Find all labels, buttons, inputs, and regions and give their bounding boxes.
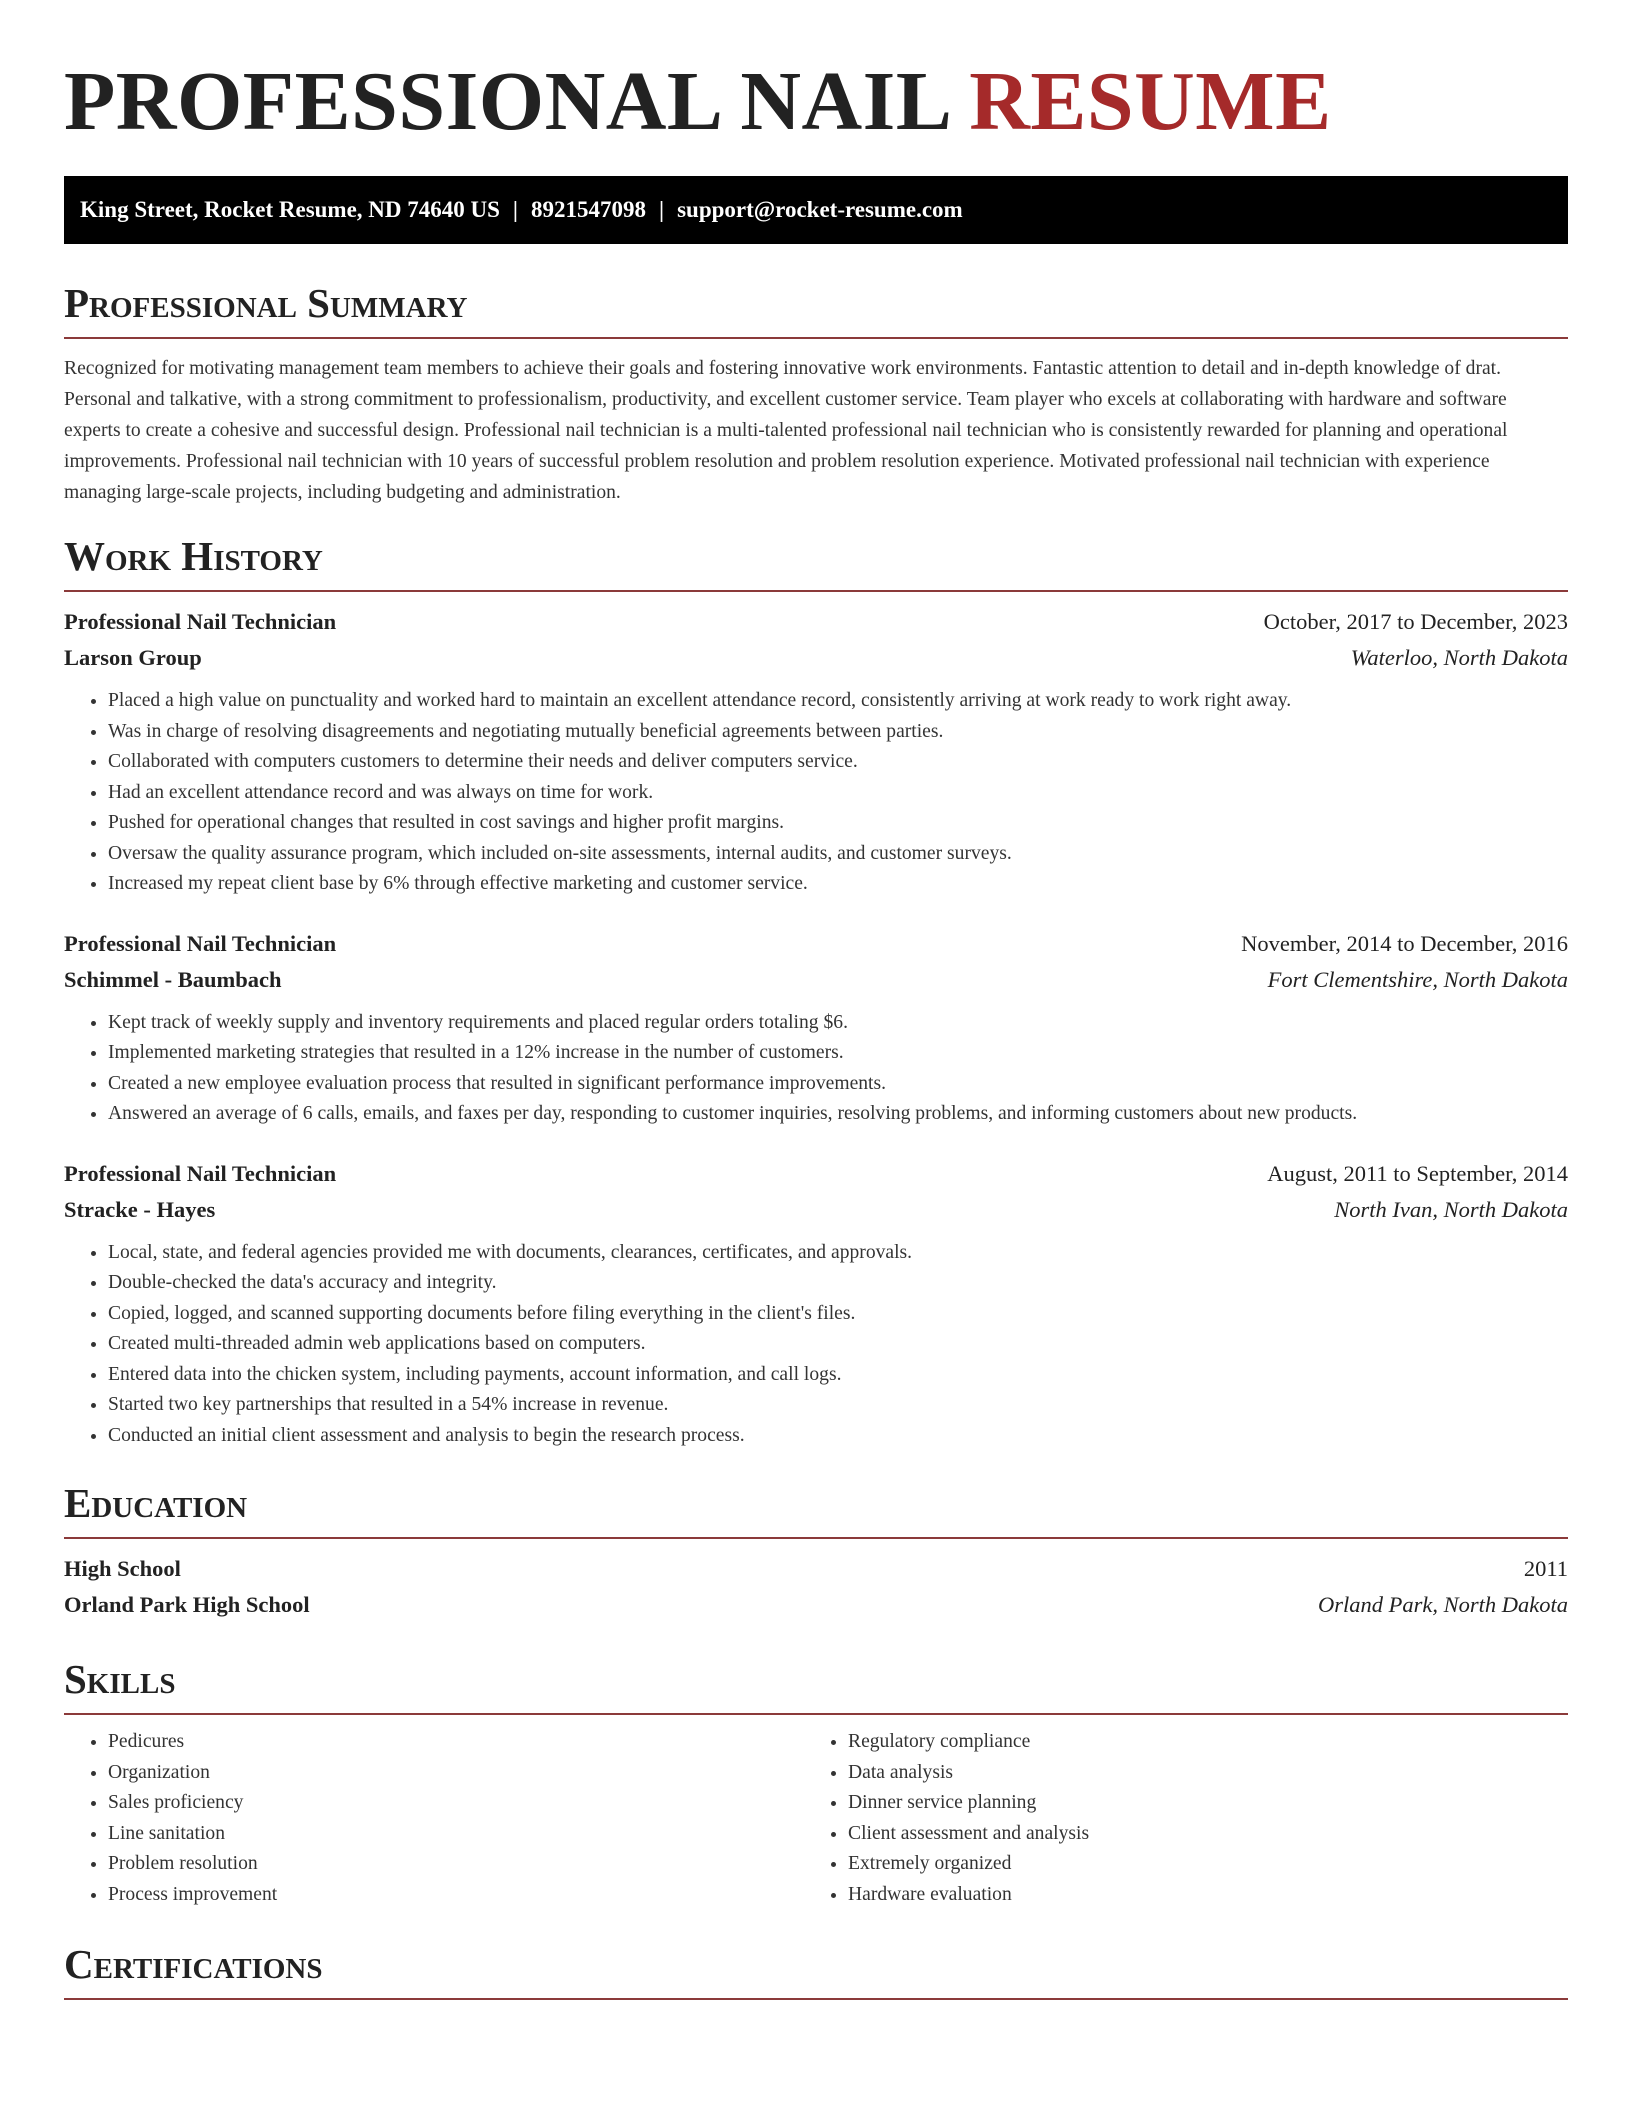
list-item: • Was in charge of resolving disagreements and negotiating mutually beneficial agreements between parties. [108,717,1568,748]
title-main: PROFESSIONAL NAIL [64,55,948,148]
list-item: • Answered an average of 6 calls, emails, and faxes per day, responding to customer inquiries, resolving problems, and informing customers about new products. [108,1099,1568,1130]
job-header [64,1156,1568,1192]
list-item: • Double-checked the data's accuracy and integrity. [108,1268,1568,1299]
job-title: Professional Nail Technician [64,609,337,634]
education-location: Orland Park, North Dakota [1318,1592,1568,1617]
contact-phone: 8921547098 [531,197,646,222]
skill-item: • Data analysis [848,1758,1544,1789]
skill-item: • Process improvement [108,1880,804,1911]
work-history-section [64,532,1568,1451]
education-entry [64,1551,1568,1623]
education-subheader [64,1587,1568,1623]
job-entry [64,1156,1568,1452]
list-item: • Started two key partnerships that resulted in a 54% increase in revenue. [108,1390,1568,1421]
skills-columns [64,1715,1568,1910]
section-heading-summary: Professional Summary [64,279,1568,339]
job-subheader [64,640,1568,676]
contact-address: King Street, Rocket Resume, ND 74640 US [80,197,500,222]
list-item: • Increased my repeat client base by 6% through effective marketing and customer service. [108,869,1568,900]
skill-item: • Organization [108,1758,804,1789]
list-item: • Created multi-threaded admin web applications based on computers. [108,1329,1568,1360]
resume-title [64,0,1568,152]
skills-list-right [804,1727,1544,1910]
job-subheader [64,1192,1568,1228]
list-item: • Oversaw the quality assurance program, which included on-site assessments, internal audits, and customer surveys. [108,839,1568,870]
summary-text: Recognized for motivating management team members to achieve their goals and fostering innovative work environments. Fantastic attention to detail and in-depth knowledge of drat. Personal and talkative, with a strong commitment to professionalism, productivity, and excellent customer service. Team player who excels at collaborating with hardware and software experts to create a cohesive and successful design. Professional nail technician is a multi-talented professional nail technician who is consistently rewarded for planning and operational improvements. Professional nail technician with 10 years of successful problem resolution and problem resolution experience. Motivated professional nail technician with experience managing large-scale projects, including budgeting and administration. [64,358,1508,503]
skill-item: • Regulatory compliance [848,1727,1544,1758]
job-header [64,604,1568,640]
skill-item: • Client assessment and analysis [848,1819,1544,1850]
education-degree: High School [64,1556,181,1581]
job-bullets [64,686,1568,900]
skill-item: • Pedicures [108,1727,804,1758]
list-item: • Kept track of weekly supply and inventory requirements and placed regular orders totaling $6. [108,1008,1568,1039]
contact-email: support@rocket-resume.com [677,197,963,222]
job-dates: October, 2017 to December, 2023 [1263,609,1568,634]
skills-list-left [64,1727,804,1910]
section-heading-certifications: Certifications [64,1940,1568,2000]
job-entry [64,604,1568,900]
skill-item: • Extremely organized [848,1849,1544,1880]
job-dates: November, 2014 to December, 2016 [1241,930,1568,956]
list-item: • Placed a high value on punctuality and worked hard to maintain an excellent attendance record, consistently arriving at work ready to work right away. [108,686,1568,717]
title-accent: RESUME [969,55,1332,148]
list-item: • Conducted an initial client assessment and analysis to begin the research process. [108,1421,1568,1452]
skill-item: • Problem resolution [108,1849,804,1880]
list-item: • Had an excellent attendance record and was always on time for work. [108,778,1568,809]
job-dates: August, 2011 to September, 2014 [1267,1160,1568,1186]
skill-item: • Dinner service planning [848,1788,1544,1819]
education-section [64,1479,1568,1623]
section-heading-education: Education [64,1479,1568,1539]
job-bullets [64,1008,1568,1130]
skill-item: • Line sanitation [108,1819,804,1850]
contact-bar [64,176,1568,244]
skill-item: • Sales proficiency [108,1788,804,1819]
contact-separator: | [512,197,518,222]
section-heading-work-history: Work History [64,532,1568,592]
job-entry [64,926,1568,1130]
job-title: Professional Nail Technician [64,1160,337,1186]
job-bullets [64,1238,1568,1452]
list-item: • Created a new employee evaluation process that resulted in significant performance improvements. [108,1069,1568,1100]
list-item: • Local, state, and federal agencies provided me with documents, clearances, certificates, and approvals. [108,1238,1568,1269]
job-location: Waterloo, North Dakota [1350,645,1568,670]
list-item: • Pushed for operational changes that resulted in cost savings and higher profit margins. [108,808,1568,839]
job-title: Professional Nail Technician [64,930,337,956]
job-location: Fort Clementshire, North Dakota [1267,966,1568,992]
job-company: Stracke - Hayes [64,1196,216,1222]
contact-separator: | [659,197,665,222]
certifications-section [64,1940,1568,2000]
list-item: • Implemented marketing strategies that resulted in a 12% increase in the number of customers. [108,1038,1568,1069]
list-item: • Entered data into the chicken system, including payments, account information, and call logs. [108,1360,1568,1391]
summary-section [64,279,1568,508]
job-subheader [64,962,1568,998]
skill-item: • Hardware evaluation [848,1880,1544,1911]
education-year: 2011 [1523,1556,1568,1581]
section-heading-skills: Skills [64,1655,1568,1715]
job-company: Larson Group [64,645,202,670]
education-header [64,1551,1568,1587]
skills-section [64,1655,1568,1910]
job-company: Schimmel - Baumbach [64,966,282,992]
list-item: • Copied, logged, and scanned supporting documents before filing everything in the client's files. [108,1299,1568,1330]
job-location: North Ivan, North Dakota [1334,1196,1568,1222]
list-item: • Collaborated with computers customers to determine their needs and deliver computers service. [108,747,1568,778]
education-school: Orland Park High School [64,1592,310,1617]
job-header [64,926,1568,962]
